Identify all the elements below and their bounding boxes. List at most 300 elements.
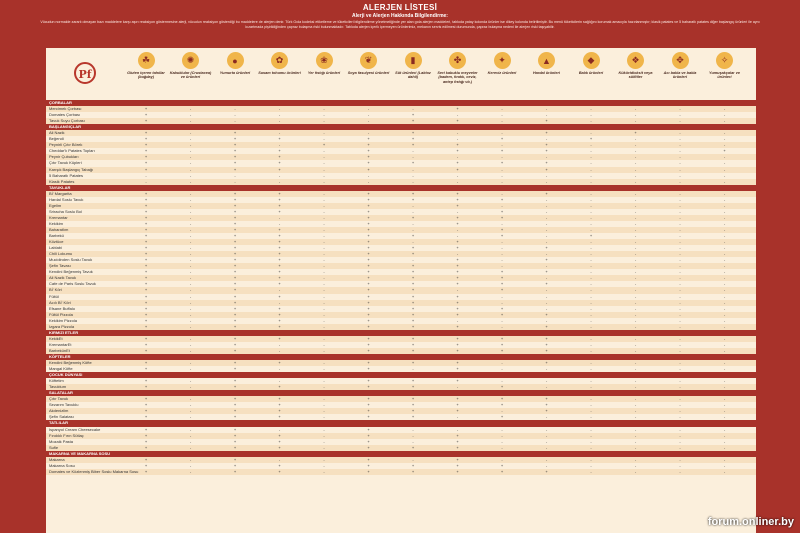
allergen-cell: + [144,275,148,281]
allergen-cell: - [189,384,192,390]
allergen-cell: - [189,402,192,408]
allergen-cell: - [189,106,192,112]
allergen-cell: - [501,408,503,414]
allergen-cell: - [723,245,726,251]
allergen-cell: + [278,160,281,166]
allergen-cell: + [411,414,415,420]
allergen-cell: + [545,341,548,347]
allergen-cell: - [456,226,459,232]
allergen-cell: - [679,257,681,263]
allergen-cell: + [144,402,148,408]
allergen-cell: + [500,305,504,311]
allergen-cell: - [456,172,459,178]
allergen-cell: - [145,178,147,184]
allergen-cell: - [545,444,548,450]
allergen-cell: - [634,136,637,142]
allergen-cell: - [323,136,325,142]
allergen-cell: + [456,220,459,226]
allergen-cell: - [189,251,192,257]
allergen-cell: + [545,142,548,148]
allergen-cell: - [189,396,192,402]
allergen-cell: - [723,456,726,462]
allergen-cell: - [634,317,637,323]
allergen-cell: - [456,136,459,142]
allergen-cell: - [501,202,503,208]
allergen-cell: + [367,293,370,299]
allergen-cell: - [634,408,637,414]
allergen-cell: + [456,299,459,305]
allergen-cell: + [500,160,504,166]
allergen-cell: - [723,257,726,263]
allergen-cell: - [456,154,459,160]
allergen-cell: - [723,202,726,208]
allergen-cell: + [500,341,504,347]
allergen-cell: + [233,142,237,148]
product-name: Peynir Çubukları [49,154,79,160]
allergen-cell: - [634,196,637,202]
allergen-cell: + [278,462,281,468]
allergen-cell: + [278,251,281,257]
allergen-icon: ✧ [716,52,733,69]
allergen-cell: - [501,220,503,226]
allergen-cell: + [233,341,237,347]
allergen-cell: - [189,366,192,372]
allergen-cell: + [367,160,370,166]
allergen-cell: - [679,160,681,166]
allergen-cell: + [233,239,237,245]
product-name: Sriracha Soslu Bol [49,208,82,214]
allergen-column-1 [169,48,213,100]
allergen-cell: + [144,293,148,299]
allergen-cell: - [323,166,325,172]
allergen-cell: - [590,202,592,208]
product-name: TATLILAR [49,420,68,426]
allergen-cell: + [233,269,237,275]
allergen-cell: - [501,299,503,305]
allergen-cell: - [189,172,192,178]
allergen-cell: - [590,341,592,347]
allergen-cell: - [590,468,592,474]
allergen-cell: - [634,366,637,372]
allergen-cell: + [278,432,281,438]
allergen-cell: + [144,106,148,112]
allergen-cell: + [233,438,237,444]
allergen-cell: + [545,160,548,166]
allergen-cell: + [278,384,281,390]
allergen-label: Acı bakla ve bakla ürünleri [663,71,697,80]
allergen-cell: - [412,438,414,444]
allergen-cell: + [278,136,281,142]
allergen-cell: - [590,263,592,269]
allergen-cell: + [545,335,548,341]
allergen-cell: + [144,462,148,468]
allergen-column-2 [213,48,257,100]
product-name: TAVUKLAR [49,184,71,190]
allergen-cell: - [634,214,637,220]
allergen-cell: + [278,233,281,239]
allergen-cell: + [233,299,237,305]
allergen-cell: - [545,293,548,299]
product-name: Acılı Bİ' Köri [49,299,71,305]
allergen-cell: + [411,190,415,196]
allergen-cell: - [723,172,726,178]
allergen-cell: - [679,456,681,462]
allergen-cell: + [500,311,504,317]
allergen-cell: - [278,378,281,384]
allergen-cell: - [545,305,548,311]
allergen-cell: - [590,214,592,220]
allergen-cell: - [634,444,637,450]
allergen-cell: - [634,239,637,245]
allergen-cell: - [545,317,548,323]
allergen-cell: + [367,402,370,408]
allergen-cell: - [323,257,325,263]
allergen-cell: - [412,106,414,112]
allergen-cell: - [590,408,592,414]
allergen-cell: - [590,305,592,311]
allergen-cell: - [189,148,192,154]
product-name: Lablabi [49,245,62,251]
product-name: Mangal Köfte [49,366,73,372]
allergen-header-row [46,48,756,100]
allergen-cell: - [590,378,592,384]
allergen-cell: + [144,142,148,148]
allergen-cell: + [367,220,370,226]
allergen-cell: - [278,142,281,148]
allergen-cell: - [723,341,726,347]
allergen-cell: + [278,438,281,444]
allergen-cell: - [634,166,637,172]
allergen-cell: + [545,245,548,251]
allergen-cell: - [679,438,681,444]
allergen-cell: - [545,202,548,208]
allergen-cell: - [679,214,681,220]
allergen-cell: - [590,142,592,148]
allergen-cell: - [634,323,637,329]
allergen-cell: - [679,378,681,384]
allergen-cell: + [144,281,148,287]
allergen-cell: + [367,384,370,390]
intro-text: Vücudun normalde zararlı olmayan bazı maddelere karşı aşırı reaksiyon göstermesine alerji, vücudun reaksiyon gösterdiği bu maddelere de alerjen denir. Türk Gıda kodeksi etiketleme ve tüketicileri bilgilendirme yönetmeliğinde yer alan gıda alerjen maddeleri, tabloda yatay kolonda ürünler ise dikey kolonda belirtilmiştir. Bu menü tüketicilerin sağlığını korumak amacıyla hazırlanmıştır; klasik patates ve 5 baharatlı patates diğer başlangıç ürünleri ile aynı kızartmada pişirildiğinden çapraz bulaşma riski bulunmaktadır. Tabloda alerjen içerik içermeyen ürünlerimiz, mekanın servis edilmesi durumunda, çapraz bulaşma nedeni ile alerjen riski taşıyabilir. [40,20,760,29]
allergen-cell: - [723,408,726,414]
allergen-cell: - [590,281,592,287]
allergen-cell: + [233,148,237,154]
allergen-cell: + [411,462,415,468]
allergen-cell: - [189,190,192,196]
allergen-cell: - [456,251,459,257]
allergen-cell: + [367,263,370,269]
allergen-cell: - [679,220,681,226]
allergen-cell: - [189,233,192,239]
allergen-cell: - [590,438,592,444]
product-name: Kendini Beğenmiş Köfte [49,360,92,366]
allergen-cell: + [411,378,415,384]
allergen-cell: - [590,335,592,341]
allergen-cell: + [144,305,148,311]
allergen-cell: + [233,468,237,474]
allergen-cell: - [501,378,503,384]
allergen-cell: - [501,426,503,432]
allergen-column-11 [614,48,658,100]
allergen-cell: + [278,444,281,450]
allergen-cell: - [634,299,637,305]
allergen-cell: - [590,239,592,245]
allergen-cell: - [590,106,592,112]
allergen-cell: + [278,148,281,154]
product-name: Bİ' Margarita [49,190,72,196]
allergen-cell: - [723,335,726,341]
allergen-cell: - [189,408,192,414]
allergen-cell: + [233,426,237,432]
allergen-cell: - [590,245,592,251]
allergen-cell: + [456,142,459,148]
allergen-cell: + [456,293,459,299]
allergen-cell: + [545,408,548,414]
allergen-cell: - [501,432,503,438]
allergen-cell: - [501,166,503,172]
allergen-column-12 [658,48,702,100]
product-name: KÖFTELER [49,353,71,359]
allergen-cell: - [634,142,637,148]
allergen-cell: + [144,414,148,420]
allergen-cell: - [679,130,681,136]
allergen-cell: - [189,299,192,305]
allergen-cell: - [634,287,637,293]
allergen-cell: + [500,233,504,239]
allergen-cell: + [144,347,148,353]
allergen-cell: - [189,112,192,118]
allergen-cell: - [189,166,192,172]
allergen-cell: + [233,414,237,420]
allergen-cell: + [367,233,370,239]
allergen-cell: - [501,263,503,269]
allergen-cell: - [189,317,192,323]
allergen-cell: + [367,468,370,474]
product-name: ÇORBALAR [49,100,72,105]
allergen-cell: + [144,426,148,432]
allergen-cell: + [545,347,548,353]
allergen-cell: - [323,118,325,124]
allergen-cell: + [233,220,237,226]
allergen-cell: - [590,148,592,154]
allergen-cell: + [411,233,415,239]
allergen-cell: - [634,438,637,444]
allergen-cell: + [500,148,504,154]
allergen-cell: + [144,432,148,438]
allergen-cell: + [456,378,459,384]
allergen-cell: - [278,299,281,305]
allergen-cell: - [189,245,192,251]
allergen-cell: - [189,438,192,444]
allergen-cell: - [679,142,681,148]
allergen-cell: - [545,154,548,160]
allergen-cell: - [723,275,726,281]
product-name: 5 Baharatlı Patates [49,172,84,178]
allergen-label: Yumurta ürünleri [219,71,251,75]
allergen-cell: - [323,226,325,232]
allergen-cell: - [501,293,503,299]
allergen-cell: - [456,317,459,323]
allergen-cell: - [456,426,459,432]
allergen-cell: - [278,214,281,220]
allergen-cell: - [145,172,147,178]
allergen-cell: - [590,396,592,402]
allergen-cell: - [723,118,726,124]
allergen-cell: - [679,317,681,323]
allergen-cell: - [723,154,726,160]
allergen-cell: - [189,456,192,462]
allergen-cell: - [323,245,325,251]
allergen-cell: + [144,444,148,450]
allergen-cell: - [545,112,548,118]
allergen-cell: - [634,251,637,257]
allergen-cell: - [679,136,681,142]
allergen-cell: - [412,426,414,432]
allergen-cell: + [233,347,237,353]
allergen-cell: - [590,154,592,160]
allergen-cell: - [679,245,681,251]
allergen-cell: + [500,384,504,390]
allergen-cell: + [367,154,370,160]
allergen-cell: + [367,190,370,196]
allergen-cell: + [545,468,548,474]
product-name: Akdenizlim [49,408,69,414]
allergen-cell: + [144,160,148,166]
allergen-cell: - [189,130,192,136]
allergen-cell: - [189,347,192,353]
allergen-cell: + [411,444,415,450]
allergen-cell: - [323,414,325,420]
allergen-cell: - [679,287,681,293]
allergen-cell: - [634,281,637,287]
allergen-label: Gluten içeren tahıllar (buğday) [127,71,165,80]
product-name: KekikEt [49,335,63,341]
allergen-cell: - [723,432,726,438]
allergen-cell: + [367,196,370,202]
allergen-cell: + [322,142,326,148]
allergen-cell: - [723,166,726,172]
allergen-cell: - [679,293,681,299]
allergen-cell: - [323,106,325,112]
allergen-cell: + [144,148,148,154]
allergen-cell: + [367,299,370,305]
allergen-cell: - [590,251,592,257]
allergen-cell: + [411,317,415,323]
allergen-cell: - [590,360,592,366]
allergen-cell: - [545,432,548,438]
allergen-cell: + [233,263,237,269]
allergen-cell: + [367,432,370,438]
product-name: Makarna Sosu [49,462,75,468]
allergen-cell: + [144,311,148,317]
allergen-cell: + [144,214,148,220]
product-name: MAKARNA VE MAKARNA SOSU [49,450,111,456]
allergen-cell: + [500,226,504,232]
allergen-cell: + [456,360,459,366]
allergen-cell: - [634,468,637,474]
allergen-cell: - [723,366,726,372]
table-row [46,469,756,475]
allergen-cell: + [456,366,459,372]
allergen-cell: - [189,305,192,311]
allergen-cell: - [590,456,592,462]
allergen-cell: - [501,323,503,329]
allergen-cell: - [723,311,726,317]
allergen-cell: + [456,160,459,166]
allergen-cell: + [545,281,548,287]
allergen-cell: + [411,311,415,317]
allergen-cell: - [545,233,548,239]
allergen-cell: - [501,190,503,196]
allergen-cell: + [278,275,281,281]
allergen-cell: - [634,384,637,390]
allergen-cell: - [278,106,281,112]
allergen-cell: - [189,360,192,366]
allergen-cell: + [144,269,148,275]
allergen-cell: + [456,468,459,474]
allergen-cell: - [590,275,592,281]
allergen-cell: - [634,148,637,154]
allergen-cell: - [545,299,548,305]
allergen-cell: + [500,136,504,142]
allergen-cell: - [323,378,325,384]
allergen-cell: + [233,311,237,317]
allergen-cell: - [590,190,592,196]
allergen-cell: - [501,438,503,444]
product-name: Kekikim [49,220,64,226]
allergen-cell: - [189,341,192,347]
allergen-cell: + [233,245,237,251]
allergen-cell: - [634,305,637,311]
allergen-cell: - [679,226,681,232]
allergen-cell: - [545,220,548,226]
allergen-cell: - [456,384,459,390]
allergen-cell: + [233,214,237,220]
allergen-cell: - [501,130,503,136]
allergen-cell: + [233,305,237,311]
allergen-cell: + [367,360,370,366]
allergen-cell: + [278,311,281,317]
allergen-icon: ▮ [405,52,422,69]
allergen-icon: ✤ [449,52,466,69]
allergen-column-9 [525,48,569,100]
allergen-cell: - [323,112,325,118]
allergen-cell: + [456,462,459,468]
allergen-cell: - [189,214,192,220]
allergen-cell: + [233,335,237,341]
allergen-cell: + [278,257,281,263]
product-name: Cafe de Paris Soslu Tavuk [49,281,96,287]
allergen-cell: - [323,190,325,196]
product-name: Ali Nazik Tavuk [49,275,77,281]
allergen-cell: - [323,438,325,444]
allergen-cell: - [723,190,726,196]
allergen-cell: - [590,130,592,136]
allergen-cell: - [189,263,192,269]
allergen-cell: - [679,468,681,474]
allergen-cell: + [545,148,548,154]
allergen-cell: + [545,190,548,196]
allergen-cell: - [679,299,681,305]
allergen-cell: + [456,438,459,444]
allergen-cell: + [456,311,459,317]
allergen-cell: + [456,396,459,402]
allergen-cell: - [189,293,192,299]
allergen-cell: - [634,311,637,317]
allergen-cell: - [545,462,548,468]
allergen-cell: + [233,166,237,172]
allergen-cell: - [189,462,192,468]
